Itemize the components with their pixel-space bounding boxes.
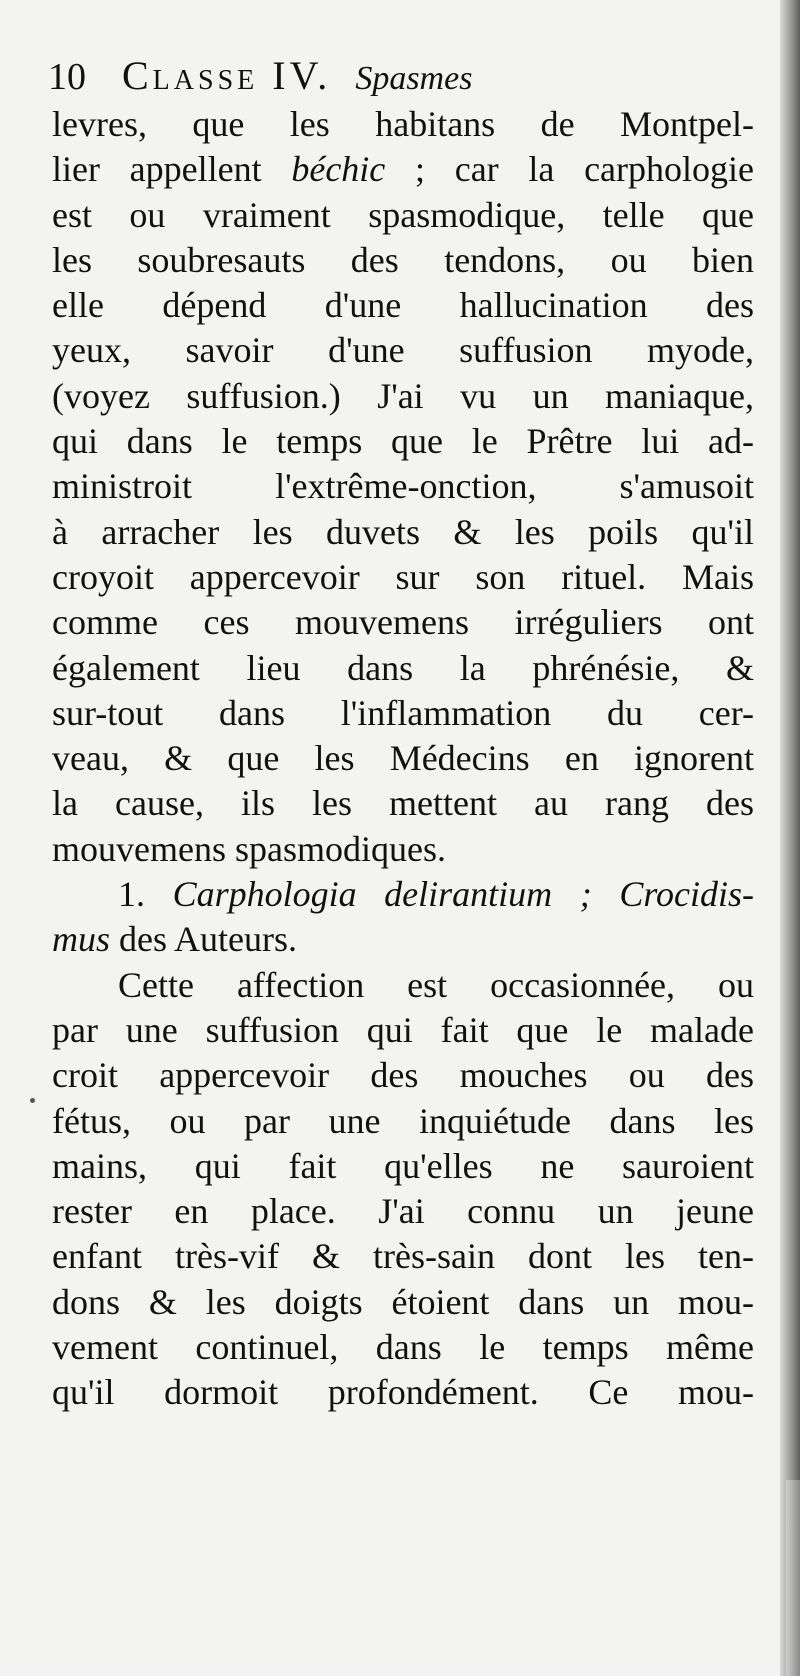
line-text: croit appercevoir des mouches ou des: [52, 1055, 754, 1096]
line-text: les soubresauts des tendons, ou bien: [52, 239, 754, 280]
text-line: [52, 646, 754, 691]
text-line: [52, 1053, 754, 1098]
line-text: rester en place. J'ai connu un jeune: [52, 1191, 754, 1232]
line-text: yeux, savoir d'une suffusion myode,: [52, 330, 754, 371]
text-line: [52, 1008, 754, 1053]
text-line: [52, 827, 754, 872]
text-line: [52, 1370, 754, 1415]
running-title: Spasmes: [355, 60, 473, 97]
line-text: croyoit appercevoir sur son rituel. Mais: [52, 556, 754, 597]
line-text: vement continuel, dans le temps même: [52, 1327, 754, 1368]
line-text: mains, qui fait qu'elles ne sauroient: [52, 1145, 754, 1186]
text-line: [52, 283, 754, 328]
line-text: enfant très-vif & très-sain dont les ten-: [52, 1236, 754, 1277]
line-text: lier appellent: [52, 149, 292, 190]
line-text: (voyez suffusion.) J'ai vu un maniaque,: [52, 375, 754, 416]
line-text: qui dans le temps que le Prêtre lui ad-: [52, 421, 754, 462]
text-line: [52, 419, 754, 464]
text-line: [52, 600, 754, 645]
text-line: [52, 1280, 754, 1325]
line-text: qu'il dormoit profondément. Ce mou-: [52, 1372, 754, 1413]
page-number: 10: [48, 56, 86, 98]
text-line: [52, 238, 754, 283]
line-text: par une suffusion qui fait que le malade: [52, 1009, 754, 1050]
text-line: [52, 736, 754, 781]
line-text: fétus, ou par une inquiétude dans les: [52, 1100, 754, 1141]
line-text: ministroit l'extrême-onction, s'amusoit: [52, 466, 754, 507]
text-line: [52, 1189, 754, 1234]
text-line: [52, 1144, 754, 1189]
line-text: Cette affection est occasionnée, ou: [118, 964, 754, 1005]
page-gutter-shadow: [780, 0, 800, 1676]
text-line: [52, 328, 754, 373]
line-text: elle dépend d'une hallucination des: [52, 285, 754, 326]
running-header: [48, 52, 472, 102]
text-line: [52, 963, 754, 1008]
italic-text: mus: [52, 919, 111, 960]
text-line: [52, 872, 754, 917]
line-text: à arracher les duvets & les poils qu'il: [52, 511, 754, 552]
text-line: [52, 781, 754, 826]
text-line: [52, 1325, 754, 1370]
text-line: [52, 555, 754, 600]
line-text: est ou vraiment spasmodique, telle que: [52, 194, 754, 235]
line-text: la cause, ils les mettent au rang des: [52, 783, 754, 824]
text-line: [52, 464, 754, 509]
text-line: [52, 1234, 754, 1279]
text-line: [52, 193, 754, 238]
text-line: [52, 691, 754, 736]
line-text: veau, & que les Médecins en ignorent: [52, 738, 754, 779]
page-edge: [786, 1480, 800, 1676]
line-text: également lieu dans la phrénésie, &: [52, 647, 754, 688]
italic-text: Carphologia delirantium ; Crocidis-: [172, 874, 754, 915]
class-label: Classe IV.: [122, 53, 332, 98]
line-text: ; car la carphologie: [385, 149, 754, 190]
line-text: comme ces mouvemens irréguliers ont: [52, 602, 754, 643]
line-text: 1.: [118, 874, 173, 915]
text-line: [52, 1099, 754, 1144]
line-text: levres, que les habitans de Montpel-: [52, 104, 754, 144]
line-text: dons & les doigts étoient dans un mou-: [52, 1281, 754, 1322]
italic-text: béchic: [291, 149, 386, 190]
text-line: [52, 917, 754, 962]
text-line: [52, 374, 754, 419]
line-text: sur-tout dans l'inflammation du cer-: [52, 692, 754, 733]
text-line: [52, 102, 754, 147]
body-text: [52, 102, 754, 1416]
text-line: [52, 510, 754, 555]
margin-mark: [30, 1098, 35, 1103]
line-text: des Auteurs.: [110, 919, 297, 960]
text-line: [52, 147, 754, 192]
line-text: mouvemens spasmodiques.: [52, 828, 446, 869]
